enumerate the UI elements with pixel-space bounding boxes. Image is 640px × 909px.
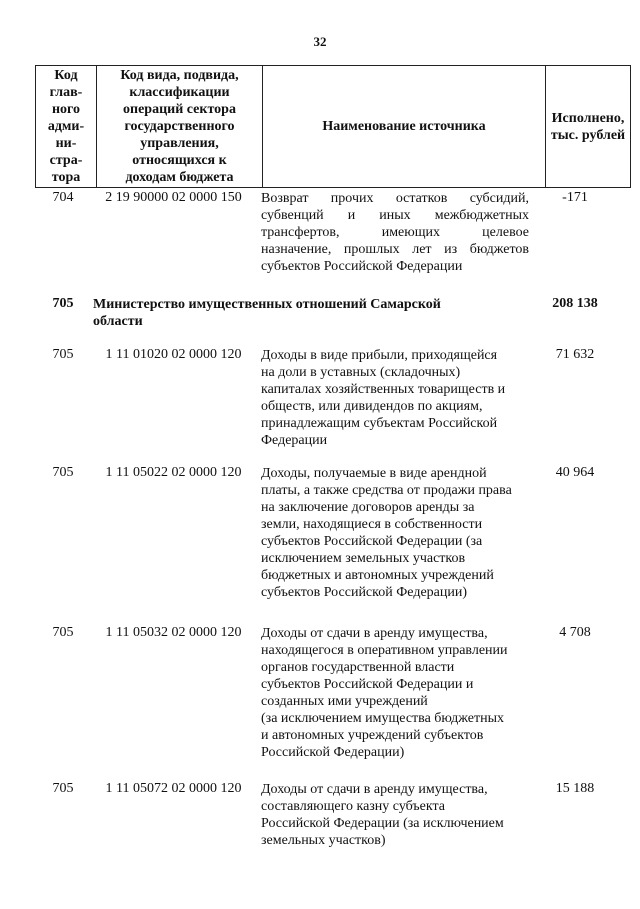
admin-code-cell: 705 (52, 781, 74, 796)
name-line: (за исключением имущества бюджетных (261, 711, 505, 726)
name-line: субвенций и иных межбюджетных (261, 208, 529, 223)
name-line: области (93, 314, 143, 329)
name-line: принадлежащим субъектам Российской (261, 416, 498, 431)
name-line: субъектов Российской Федерации (261, 259, 463, 274)
name-line: находящегося в оперативном управлении (261, 643, 508, 658)
header-admin-code (36, 66, 97, 188)
executed-value-cell: 208 138 (552, 296, 598, 311)
admin-code-cell: 705 (52, 296, 74, 311)
source-name-cell (261, 465, 529, 601)
header-executed-line: Исполнено, (551, 110, 625, 126)
header-source-name: Наименование источника (263, 66, 546, 188)
name-line: земельных участков) (261, 833, 386, 848)
executed-value-cell: 71 632 (555, 347, 595, 362)
source-name-cell (261, 190, 529, 275)
executed-value-cell: -171 (562, 190, 588, 205)
table-header (35, 65, 631, 188)
source-name-cell (261, 347, 529, 449)
name-line: назначение, прошлых лет из бюджетов (261, 242, 529, 257)
admin-code-cell: 704 (52, 190, 74, 205)
header-admin-line: адми- (47, 119, 85, 134)
income-code-cell: 1 11 05022 02 0000 120 (105, 465, 242, 480)
name-line: на доли в уставных (складочных) (261, 365, 461, 380)
income-code-cell: 1 11 01020 02 0000 120 (105, 347, 242, 362)
admin-code-cell: 705 (52, 625, 74, 640)
header-code-line: управления, (140, 136, 219, 151)
name-line: Доходы в виде прибыли, приходящейся (261, 348, 498, 363)
income-code-cell: 1 11 05032 02 0000 120 (105, 625, 242, 640)
admin-code-cell: 705 (52, 347, 74, 362)
ministry-name-cell (93, 296, 523, 330)
name-line: трансфертов, имеющих целевое (261, 225, 529, 240)
name-line: субъектов Российской Федерации и (261, 677, 474, 692)
header-admin-line: глав- (49, 85, 83, 100)
name-line: платы, а также средства от продажи права (261, 483, 512, 498)
name-line: созданных ими учреждений (261, 694, 428, 709)
header-code-line: Код вида, подвида, (120, 68, 239, 83)
name-line: бюджетных и автономных учреждений (261, 568, 494, 583)
header-admin-line: Код (54, 68, 78, 83)
name-line: Федерации (261, 433, 328, 448)
name-line: Министерство имущественных отношений Самарской (93, 297, 441, 312)
name-line: субъектов Российской Федерации (за (261, 534, 483, 549)
source-name-cell (261, 781, 529, 849)
header-code-line: классификации (129, 85, 230, 100)
header-income-code (97, 66, 263, 188)
name-line: и автономных учреждений субъектов (261, 728, 484, 743)
page-number: 32 (313, 34, 327, 49)
name-line: обществ, или дивидендов по акциям, (261, 399, 483, 414)
income-code-cell: 1 11 05072 02 0000 120 (105, 781, 242, 796)
name-line: Доходы, получаемые в виде арендной (261, 466, 487, 481)
name-line: Доходы от сдачи в аренду имущества, (261, 782, 488, 797)
income-code-cell: 2 19 90000 02 0000 150 (105, 190, 242, 205)
header-code-line: относящихся к (132, 153, 227, 168)
source-name-cell (261, 625, 529, 761)
executed-value-cell: 15 188 (555, 781, 595, 796)
header-code-line: государственного (124, 119, 235, 134)
name-line: капиталах хозяйственных товариществ и (261, 382, 506, 397)
name-line: составляющего казну субъекта (261, 799, 445, 814)
name-line: исключением земельных участков (261, 551, 466, 566)
header-admin-line: стра- (49, 153, 83, 168)
name-line: Российской Федерации) (261, 745, 405, 760)
executed-value-cell: 4 708 (559, 625, 591, 640)
header-code-line: доходам бюджета (125, 170, 234, 185)
name-line: Российской Федерации (за исключением (261, 816, 504, 831)
name-line: органов государственной власти (261, 660, 455, 675)
header-executed (546, 66, 631, 188)
name-line: субъектов Российской Федерации) (261, 585, 468, 600)
admin-code-cell: 705 (52, 465, 74, 480)
header-admin-line: тора (51, 170, 81, 185)
name-line: Возврат прочих остатков субсидий, (261, 191, 529, 206)
header-executed-line: тыс. рублей (550, 127, 626, 143)
name-line: земли, находящиеся в собственности (261, 517, 483, 532)
header-admin-line: ного (51, 102, 81, 117)
header-code-line: операций сектора (123, 102, 236, 117)
name-line: Доходы от сдачи в аренду имущества, (261, 626, 488, 641)
name-line: на заключение договоров аренды за (261, 500, 475, 515)
header-admin-line: ни- (55, 136, 77, 151)
executed-value-cell: 40 964 (555, 465, 595, 480)
